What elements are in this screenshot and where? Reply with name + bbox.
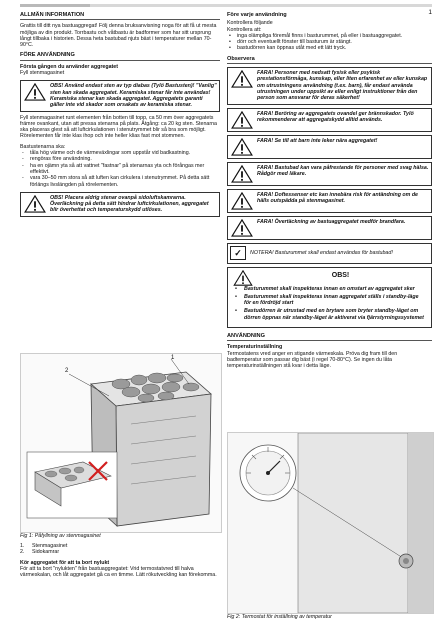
header-rule — [20, 4, 432, 7]
before-each-use-heading: Före varje användning — [227, 12, 287, 18]
list-item: - tåla hög värme och de värmeväxlingar som uppstår vid badkastning. — [20, 150, 220, 156]
obs-header — [232, 270, 427, 286]
danger-text: FARA! Övertäckning av bastuaggregatet medför brandfara. — [257, 218, 406, 225]
danger-text: FARA! Personer med nedsatt fysisk eller psykisk prestationsförmåga, kunskap, eller liten erfarenhet av eller kunskap om utrustningens användning (t.ex. barn), får endast använda utrustningen under uppsikt av eller enligt instruktioner från den person som ansvarar för deras säkerhet! — [257, 70, 428, 102]
before-use-heading: FÖRE ANVÄNDNING — [20, 52, 220, 60]
temperature-paragraph: Termostatens vred anger en stigande värmeskala. Pröva dig fram till den badtemperatur som passar dig bäst (i regel 70-80°C). Se ingen du låta temperaturinställningen stå kvar i detta läge. — [227, 350, 398, 370]
danger-box — [227, 108, 432, 132]
new-smell-title: Kör aggregatet för att ta bort nylukt — [20, 559, 110, 566]
figure-parts-list — [20, 543, 220, 556]
danger-text: FARA! Beröring av aggregatets ovandel ger brännskador. Tylö rekommenderar att aggregatskydd alltid används. — [257, 110, 414, 123]
stone-warning-box — [20, 80, 220, 111]
right-column — [227, 12, 432, 374]
heater-illustration — [21, 354, 221, 532]
general-info-heading: ALLMÄN INFORMATION — [20, 12, 220, 20]
list-item: 1. Stenmagasinet — [20, 543, 68, 549]
list-item: • bastudörren kan öppnas utåt med ett lätt tryck. — [227, 45, 432, 51]
warning-triangle-icon — [230, 138, 254, 156]
note-text: NOTERA! Basturummet skall endast användas för bastubad! — [250, 249, 393, 256]
danger-text: FARA! Doftessenser etc kan innebära risk för antändning om de hälls outspädda på stenmagasinet. — [257, 191, 419, 204]
note-box — [227, 243, 432, 264]
check-that: Kontrollera att: — [227, 26, 262, 33]
warning-triangle-icon — [230, 111, 254, 129]
danger-text: FARA! Se till att barn inte leker nära aggregatet! — [257, 137, 378, 144]
list-item: 2. Sidokamrar — [20, 549, 60, 556]
list-item: - ha en ojämn yta så att vattnet "fastnar" på stenarnas yta och förångas mer effektivt. — [20, 163, 220, 176]
side-chamber-warning-box — [20, 192, 220, 217]
list-item: • inga olämpliga föremål finns i basturummet, på eller i bastuaggregatet. — [227, 33, 432, 39]
danger-box — [227, 189, 432, 213]
list-item: - vara 30–50 mm stora så att luften kan cirkulera i stenutrymmet. På detta sätt förlängs livslängden på rörelementen. — [20, 175, 220, 188]
danger-box — [227, 67, 432, 104]
figure-1-caption: Fig 1: Påfyllning av stenmagasinet — [20, 533, 101, 539]
first-use-subtitle: Fyll stenmagasinet — [20, 70, 65, 77]
obs-list — [232, 286, 427, 321]
page-number: 1 — [428, 9, 432, 16]
thermostat-illustration — [228, 433, 433, 613]
first-use-title: Första gången du använder aggregatet — [20, 63, 119, 70]
figure-label-1: 1 — [171, 355, 175, 361]
figure-label-2: 2 — [65, 368, 69, 374]
warning-triangle-icon — [230, 219, 254, 237]
figure-2-caption: Fig 2: Termostat för inställning av temperatur — [227, 614, 332, 620]
list-item: - rengöras före användning. — [20, 156, 220, 162]
warning-triangle-icon — [230, 165, 254, 183]
side-chamber-warning-text: OBS! Placera aldrig stenar ovanpå sidoluftskamrarna. Överläckning på detta sätt hindrar luftcirkulationen, aggregatet blir överhettat och temperaturskydd utlöses. — [50, 194, 209, 214]
left-column-bottom — [20, 543, 220, 582]
warning-triangle-icon — [230, 192, 254, 210]
stone-warning-text: OBS! Använd endast sten av typ diabas (Tylö Bastusten)! "Vanlig" sten kan skada aggregatet. Keramiska stenar får inte användas! Keramiska stenar kan skada aggregatet. Aggregatets garanti gäller inte vid skador som orsakats av keramiska stenar. — [50, 83, 217, 109]
fill-paragraph: Fyll stenmagasinet runt elementen från botten till topp, ca 50 mm över aggregatets främre ovankant, utan att pressa stenarna på plats. Åtgång: ca 20 kg sten. Stenarna ska placeras glest så att luftcirkulationen i stenutrymmet blir så bra som möjligt. Rörelementen får inte klas ihop och inte heller klias fast mot stommen. — [20, 114, 217, 140]
stones-list — [20, 150, 220, 188]
warning-triangle-icon — [23, 195, 47, 213]
list-item: • Bastudörren är utrustad med en brytare som bryter standby-läget om dörren öppnas när standby-läget är aktiverat via fjärrstyrningssystemet — [232, 308, 427, 321]
list-item: • Basturummet skall inspekteras innan en omstart av aggregatet sker — [232, 286, 427, 292]
check-following: Kontrollera följande — [227, 20, 273, 27]
obs-title: OBS! — [331, 272, 350, 280]
temperature-title: Temperaturinställning — [227, 344, 283, 351]
checkmark-icon: ✓ — [230, 246, 246, 260]
list-item: • dörr och eventuellt fönster till basturum är stängt. — [227, 39, 432, 45]
obs-box — [227, 267, 432, 328]
danger-box — [227, 162, 432, 186]
intro-paragraph: Grattis till ditt nya bastuaggregat! Följ denna bruksanvisning noga för att få ut mesta möjliga av din produkt. Torrbastu och våtbastu är badformer som har sitt ursprung långt tillbaka i historien. Dessa heta bastubad njuts bäst i temperaturer mellan 70-90°C. — [20, 23, 217, 49]
header-accent — [20, 4, 90, 7]
stones-list-title: Bastustenarna ska: — [20, 143, 66, 150]
danger-box — [227, 216, 432, 240]
new-smell-paragraph: För att ta bort "nylukten" från bastuaggregatet: Vrid termostatvred till halva värmeskalan, och låt aggregatet gå ca en timme. Lätt rökutveckling kan förekomma. — [20, 565, 217, 579]
danger-text: FARA! Bastubad kan vara påfrestande för personer med svag hälsa. Rådgör med läkare. — [257, 164, 429, 177]
warning-triangle-icon — [23, 83, 47, 101]
danger-box — [227, 135, 432, 159]
thermostat-figure — [227, 432, 434, 614]
warning-triangle-icon — [230, 70, 254, 88]
usage-heading: ANVÄNDNING — [227, 333, 432, 341]
check-list — [227, 33, 432, 52]
left-column — [20, 12, 220, 220]
list-item: • Basturummet skall inspekteras innan aggregatet ställs i standby-läge för en fördröjd start — [232, 294, 427, 307]
observe-heading: Observera — [227, 56, 432, 64]
warning-triangle-icon — [232, 270, 254, 286]
heater-stone-figure — [20, 353, 222, 533]
